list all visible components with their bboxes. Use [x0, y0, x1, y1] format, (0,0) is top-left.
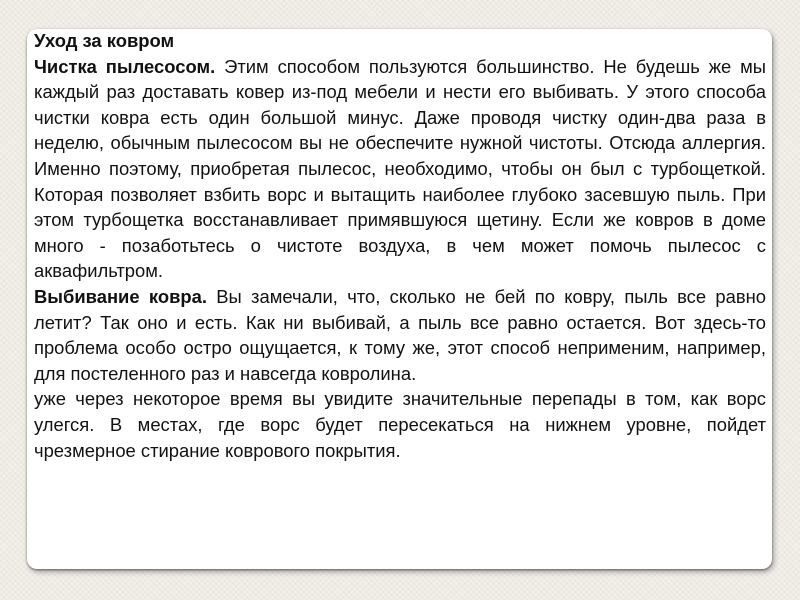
paragraph-text: Этим способом пользуются большинство. Не будешь же мы каждый раз доставать ковер из-под мебели и нести его выбивать. У этого способа чистки ковра есть один большой минус. Даже проводя чистку один-два раза в неделю, обычным пылесосом вы не обеспечите нужной чистоты. Отсюда аллергия. Именно поэтому, приобретая пылесос, необходимо, чтобы он был с турбощеткой. Которая позволяет взбить ворс и вытащить наиболее глубоко засевшую пыль. При этом турбощетка восстанавливает примявшуюся щетину. Если же ковров в доме много - позаботьтесь о чистоте воздуха, в чем может помочь пылесос с аквафильтром. — [34, 55, 766, 282]
paragraph-text: уже через некоторое время вы увидите значительные перепады в том, как ворс улегся. В местах, где ворс будет пересекаться на нижнем уровне, пойдет чрезмерное стирание коврового покрытия. — [34, 388, 766, 461]
paragraph-pile-wear — [34, 386, 766, 463]
paragraph-lead: Чистка пылесосом. — [34, 55, 216, 77]
paragraph-vacuum-cleaning — [34, 54, 766, 284]
paragraph-lead: Выбивание ковра. — [34, 285, 207, 307]
paragraph-beating-carpet — [34, 284, 766, 386]
page-title: Уход за ковром — [34, 30, 175, 51]
slide-content — [34, 28, 766, 463]
paragraph-text: Вы замечали, что, сколько не бей по ковру, пыль все равно летит? Так оно и есть. Как ни выбивай, а пыль все равно остается. Вот здесь-то проблема особо остро ощущается, к тому же, этот способ неприменим, например, для постеленного раз и навсегда ковролина. — [34, 285, 766, 384]
